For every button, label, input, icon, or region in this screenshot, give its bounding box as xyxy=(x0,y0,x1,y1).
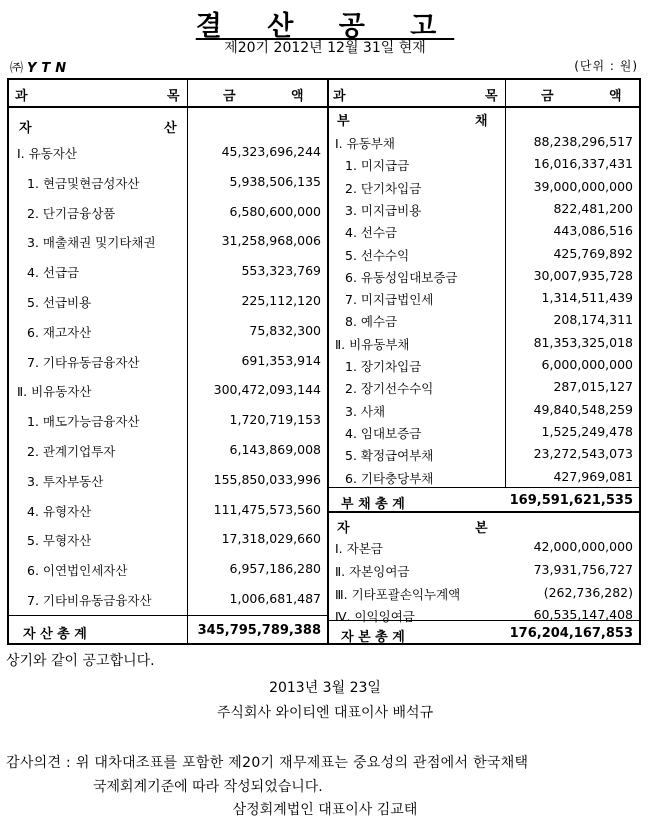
row-amount: 443,086,516 xyxy=(553,223,633,239)
row-label: 8. 예수금 xyxy=(345,314,398,330)
company-name: ㈜ YTN xyxy=(10,61,72,76)
row-amount: 49,840,548,259 xyxy=(533,401,633,417)
audit-opinion-line-2: 국제회계기준에 따라 작성되었습니다. xyxy=(93,779,323,795)
row-amount: 6,143,869,008 xyxy=(229,442,321,457)
row-amount: 691,353,914 xyxy=(241,352,321,368)
liabilities-equity-panel: 과 목 금 액 부 채 Ⅰ. 유동부채 88,238,296,517 1. 미지급금 16,016,337,431 2. 단기차입금 39,000,000,000 3. 미지급비용 822,481,200 4. 선수금 443,086,516 5. 선수수익 425,769,892 6. 유동성임대보증금 30,007,935,728 7. 미지급법인세 1,314,511,439 8. 예수금 208,174,311 Ⅱ. 비유동부채 81,353,325,018 1. 장기차입금 6,000,000,000 2. 장기선수수익 287,015,127 3. 사채 49,840,548,259 4. 임대보증금 1,525,249,478 5. 확정급여부채 23,272,543,073 6. 기타충당부채 427,969,081 부 채 총 계 169,591,621,535 자 본 Ⅰ. 자본금 42,000,000,000 Ⅱ. 자본잉여금 73,931,756,727 Ⅲ. 기타포괄손익누계액 (262,736,282) Ⅳ. 이익잉여금 60,535,147,408 자 본 총 계 176,204,167,853 xyxy=(327,80,639,643)
page-title: 결 산 공 고 xyxy=(195,11,455,42)
row-label: Ⅱ. 비유동자산 xyxy=(17,384,92,400)
column-divider xyxy=(187,80,188,643)
row-label: Ⅱ. 비유동부채 xyxy=(335,336,410,352)
row-label: 5. 선수수익 xyxy=(345,247,410,263)
auditor: 삼정회계법인 대표이사 김교태 xyxy=(232,802,418,818)
row-amount: 300,472,093,144 xyxy=(213,382,321,398)
row-amount: 1,525,249,478 xyxy=(541,423,633,439)
row-amount: 1,006,681,487 xyxy=(229,591,321,606)
total-divider xyxy=(327,620,639,621)
row-amount: 73,931,756,727 xyxy=(533,561,633,577)
row-label: 1. 미지급금 xyxy=(345,158,410,174)
row-amount: 427,969,081 xyxy=(553,468,633,484)
row-amount: 1,720,719,153 xyxy=(229,412,321,428)
assets-panel: 과 목 금 액 자 산 Ⅰ. 유동자산 45,323,696,244 1. 현금및현금성자산 5,938,506,135 2. 단기금융상품 6,580,600,000 3. 매출채권 및기타채권 31,258,968,006 4. 선급금 553,323,769 5. 선급비용 225,112,120 6. 재고자산 75,832,300 7. 기타유동금융자산 691,353,914 Ⅱ. 비유동자산 300,472,093,144 1. 매도가능금융자산 1,720,719,153 2. 관계기업투자 6,143,869,008 3. 투자부동산 155,850,033,996 4. 유형자산 111,475,573,560 5. 무형자산 17,318,029,660 6. 이연법인세자산 6,957,186,280 7. 기타비유동금융자산 1,006,681,487 자 산 총 계 345,795,789,388 xyxy=(9,80,329,643)
row-label: 4. 임대보증금 xyxy=(345,425,422,441)
row-amount: 23,272,543,073 xyxy=(533,446,633,462)
row-amount: 5,938,506,135 xyxy=(229,173,321,189)
row-amount: 155,850,033,996 xyxy=(213,471,321,487)
notice-text: 상기와 같이 공고합니다. xyxy=(6,653,155,669)
row-amount: 287,015,127 xyxy=(553,379,633,395)
row-amount: 17,318,029,660 xyxy=(221,531,321,547)
row-amount: 6,580,600,000 xyxy=(229,203,321,219)
row-label: 5. 확정급여부채 xyxy=(345,448,434,464)
row-amount: 88,238,296,517 xyxy=(533,134,633,149)
row-amount: 1,314,511,439 xyxy=(541,290,633,306)
row-label: 6. 유동성임대보증금 xyxy=(345,269,458,285)
signer: 주식회사 와이티엔 대표이사 배석규 xyxy=(216,705,434,721)
row-amount: 39,000,000,000 xyxy=(533,178,633,194)
row-label: 2. 단기차입금 xyxy=(345,180,422,196)
row-amount: 45,323,696,244 xyxy=(221,144,321,159)
row-amount: 553,323,769 xyxy=(241,263,321,279)
balance-sheet-table xyxy=(7,78,641,645)
row-amount: 6,000,000,000 xyxy=(541,357,633,372)
column-divider xyxy=(505,80,506,488)
fiscal-period: 제20기 2012년 12월 31일 현재 xyxy=(224,40,426,56)
row-label: Ⅱ. 자본잉여금 xyxy=(335,563,410,579)
row-amount: 822,481,200 xyxy=(553,200,633,216)
unit-label: (단위 : 원) xyxy=(574,59,638,73)
row-label: 6. 재고자산 xyxy=(27,324,92,340)
row-amount: 225,112,120 xyxy=(241,293,321,308)
row-label: Ⅰ. 유동부채 xyxy=(335,136,395,151)
row-label: 7. 기타유동금융자산 xyxy=(27,354,140,370)
row-label: Ⅲ. 기타포괄손익누계액 xyxy=(335,586,461,602)
row-amount: 31,258,968,006 xyxy=(221,233,321,249)
total-divider xyxy=(327,487,639,488)
row-amount: 111,475,573,560 xyxy=(213,501,321,517)
row-label: Ⅰ. 자본금 xyxy=(335,541,383,556)
row-label: 2. 관계기업투자 xyxy=(27,444,116,459)
row-label: 3. 매출채권 및기타채권 xyxy=(27,235,156,251)
total-divider xyxy=(9,615,327,616)
table-header-right: 과 목 금 액 xyxy=(327,80,639,108)
row-amount: 208,174,311 xyxy=(553,312,633,328)
row-label: 7. 미지급법인세 xyxy=(345,292,434,308)
row-label: 1. 장기차입금 xyxy=(345,359,422,374)
table-header-left: 과 목 금 액 xyxy=(9,80,327,108)
row-label: 2. 단기금융상품 xyxy=(27,205,116,221)
row-amount: 42,000,000,000 xyxy=(533,539,633,554)
row-label: 4. 선수금 xyxy=(345,225,398,241)
row-amount: (262,736,282) xyxy=(543,584,633,600)
row-amount: 81,353,325,018 xyxy=(533,334,633,350)
row-label: 4. 유형자산 xyxy=(27,503,92,519)
row-label: 2. 장기선수수익 xyxy=(345,381,434,397)
row-label: 3. 투자부동산 xyxy=(27,473,104,489)
row-amount: 16,016,337,431 xyxy=(533,156,633,172)
row-label: 1. 현금및현금성자산 xyxy=(27,175,140,191)
row-label: Ⅳ. 이익잉여금 xyxy=(335,609,415,625)
row-amount: 30,007,935,728 xyxy=(533,267,633,283)
row-amount: 75,832,300 xyxy=(249,322,321,338)
row-label: 1. 매도가능금융자산 xyxy=(27,414,140,430)
row-label: Ⅰ. 유동자산 xyxy=(17,146,77,161)
section-divider xyxy=(327,511,639,513)
audit-opinion-line-1: 감사의견 : 위 대차대조표를 포함한 제20기 재무제표는 중요성의 관점에서 한국채택 xyxy=(6,755,529,771)
row-label: 5. 무형자산 xyxy=(27,533,92,549)
notice-date: 2013년 3월 23일 xyxy=(269,680,381,696)
row-label: 3. 미지급비용 xyxy=(345,202,422,218)
row-amount: 6,957,186,280 xyxy=(229,561,321,577)
row-label: 3. 사채 xyxy=(345,403,386,419)
row-label: 4. 선급금 xyxy=(27,265,80,281)
row-label: 7. 기타비유동금융자산 xyxy=(27,593,152,608)
row-label: 6. 이연법인세자산 xyxy=(27,563,128,579)
row-label: 5. 선급비용 xyxy=(27,295,92,310)
row-amount: 60,535,147,408 xyxy=(533,607,633,623)
row-amount: 425,769,892 xyxy=(553,245,633,261)
row-label: 6. 기타충당부채 xyxy=(345,470,434,486)
